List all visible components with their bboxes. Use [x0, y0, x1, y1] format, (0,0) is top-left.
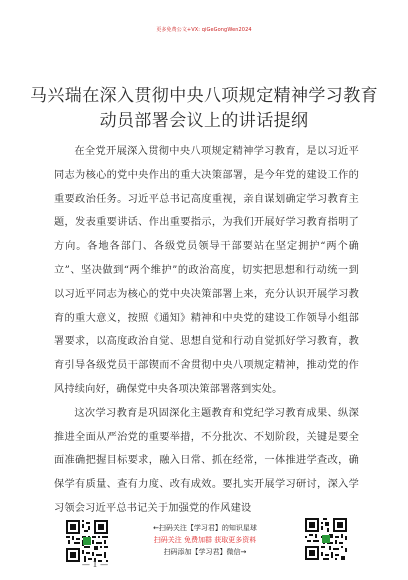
document-body	[54, 140, 359, 521]
paragraph-1: 在全党开展深入贯彻中央八项规定精神学习教育，是以习近平同志为核心的党中央作出的重大决策部署，是今年党的建设工作的重要政治任务。习近平总书记高度重视，亲自谋划确定学习教育主题，发表重要讲话、作出重要指示，为我们开展好学习教育指明了方向。各地各部门、各级党员领导干部要站在坚定拥护“两个确立”、坚决做到“两个维护”的政治高度，切实把思想和行动统一到以习近平同志为核心的党中央决策部署上来，充分认识开展学习教育的重大意义，按照《通知》精神和中央党的建设工作领导小组部署要求，以高度政治自觉、思想自觉和行动自觉抓好学习教育，教育引导各级党员干部锲而不舍贯彻中央八项规定精神，推动党的作风持续向好，确保党中央各项决策部署落到实处。	[54, 146, 359, 395]
top-banner: 更多免费公文+VX: qiGeGongWen2024	[156, 27, 252, 33]
promo-block	[110, 522, 300, 558]
promo-line-2[interactable]: 扫码关注 免费加群 获取更多资料	[153, 536, 257, 544]
wechat-qr-code-icon[interactable]	[305, 518, 347, 560]
promo-line-1[interactable]: ←扫码关注【学习君】的知识星球	[153, 524, 257, 532]
promo-line-3[interactable]: 扫码添加【学习君】微信→	[163, 548, 247, 556]
qr-code-icon[interactable]	[66, 520, 108, 562]
title-line-2: 动员部署会议上的讲话提纲	[99, 111, 309, 131]
page-number: — 1 —	[81, 560, 109, 569]
document-title	[20, 84, 388, 134]
paragraph-2: 这次学习教育是巩固深化主题教育和党纪学习教育成果、纵深推进全面从严治党的重要举措，不分批次、不划阶段，关键是要全面准确把握目标要求，融入日常、抓在经常，一体推进学查改，确保学有质量、查有力度、改有成效。要扎实开展学习研讨，深入学习领会习近平总书记关于加强党的作风建设	[54, 407, 359, 514]
title-line-1: 马兴瑞在深入贯彻中央八项规定精神学习教育	[30, 86, 378, 106]
